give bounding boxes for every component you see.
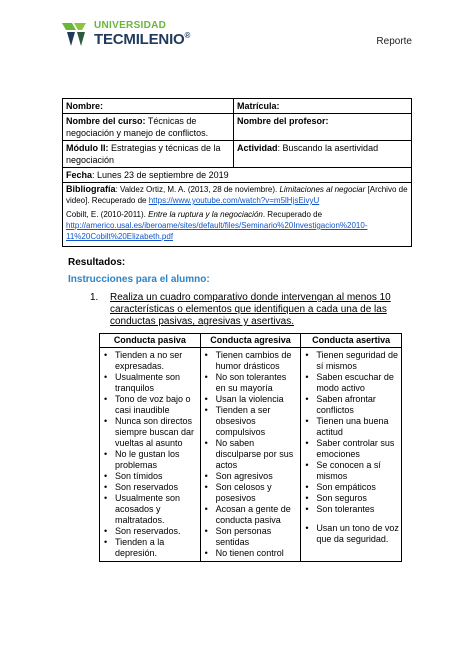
activity-value: : Buscando la asertividad: [277, 143, 379, 153]
list-item: [304, 416, 399, 438]
enrollment-label: Matrícula:: [237, 101, 280, 111]
list-item-text: No saben disculparse por sus actos: [215, 438, 294, 470]
document-type-label: Reporte: [376, 36, 412, 47]
bullet-icon: •: [305, 372, 309, 382]
list-item-text: Tienen seguridad de sí mismos: [316, 350, 399, 371]
bibliography-cell: [63, 183, 412, 247]
list-item-text: Saben afrontar conflictos: [316, 394, 376, 415]
list-item-text: Se conocen a sí mismos: [316, 460, 381, 481]
bullet-icon: •: [104, 394, 108, 404]
bullet-icon: •: [204, 350, 208, 360]
list-item-text: Son reservados.: [115, 526, 181, 536]
bullet-icon: •: [104, 471, 108, 481]
list-item-text: Son reservados: [115, 482, 179, 492]
list-item: [204, 372, 299, 394]
list-item-text: Usan un tono de voz que da seguridad.: [316, 523, 399, 544]
tecmilenio-logo-mark-icon: [62, 20, 90, 48]
professor-cell: [234, 114, 412, 141]
bullet-icon: •: [204, 438, 208, 448]
bullet-icon: •: [104, 537, 108, 547]
bibliography-title-2: Entre la ruptura y la negociación: [148, 210, 263, 219]
bullet-icon: •: [204, 526, 208, 536]
list-item-text: No tienen control: [215, 548, 284, 558]
bullet-icon: •: [104, 482, 108, 492]
list-item: [103, 493, 198, 526]
list-item: [103, 537, 198, 559]
course-value: Técnicas de negociación y manejo de conflictos.: [66, 116, 209, 138]
behavior-comparison-table: [99, 333, 402, 562]
list-item: [204, 482, 299, 504]
list-item-text: Tono de voz bajo o casi inaudible: [115, 394, 191, 415]
bullet-icon: •: [104, 416, 108, 426]
bibliography-label: Bibliografía: [66, 184, 116, 194]
list-item: [204, 526, 299, 548]
tecmilenio-logo: [62, 16, 192, 52]
list-item: [304, 350, 399, 372]
module-label: Módulo II:: [66, 143, 109, 153]
date-label: Fecha: [66, 170, 93, 180]
list-item-text: Tienen cambios de humor drásticos: [215, 350, 292, 371]
list-item: [304, 372, 399, 394]
bullet-icon: •: [204, 548, 208, 558]
instructions-heading: Instrucciones para el alumno:: [68, 274, 210, 285]
logo-brand-text: TECMILENIO®: [94, 31, 191, 48]
list-item: [204, 394, 299, 405]
bullet-icon: •: [104, 493, 108, 503]
task-item: [90, 292, 400, 328]
enrollment-cell: [234, 99, 412, 114]
list-item: [204, 350, 299, 372]
assertive-column: [301, 348, 402, 562]
list-item: [103, 526, 198, 537]
bibliography-entry-2: Cobilt, E. (2010-2011). Entre la ruptura y la negociación. Recuperado de http://americo.usal.es/iberoame/sites/default/files/Seminario%20Investigacion%2010-11%20Cobilt%20Elizabeth.pdf: [66, 210, 368, 241]
list-item-text: No son tolerantes en su mayoría: [215, 372, 287, 393]
bullet-icon: •: [204, 394, 208, 404]
name-cell: [63, 99, 234, 114]
list-item-text: Tienen una buena actitud: [316, 416, 389, 437]
bibliography-title-1: Limitaciones al negociar: [279, 185, 366, 194]
list-item: [304, 482, 399, 493]
bullet-icon: •: [305, 460, 309, 470]
list-item: [204, 471, 299, 482]
list-item-text: Nunca son directos siempre buscan dar vueltas al asunto: [115, 416, 195, 448]
list-item-text: Son celosos y posesivos: [215, 482, 272, 503]
bullet-icon: •: [204, 504, 208, 514]
task-text: Realiza un cuadro comparativo donde intervengan al menos 10 características o elementos que identifiquen a cada una de las conductas pasivas, agresivas y asertivas.: [110, 292, 391, 327]
list-item-text: Usualmente son tranquilos: [115, 372, 181, 393]
list-item-text: Son personas sentidas: [215, 526, 272, 547]
list-item-text: Son seguros: [316, 493, 367, 503]
list-item: [103, 416, 198, 449]
list-item-text: No le gustan los problemas: [115, 449, 180, 470]
bullet-icon: •: [104, 526, 108, 536]
list-item: [304, 504, 399, 515]
bullet-icon: •: [204, 372, 208, 382]
professor-label: Nombre del profesor:: [237, 116, 329, 126]
list-item: [103, 394, 198, 416]
logo-university-text: UNIVERSIDAD: [94, 20, 167, 31]
bullet-icon: •: [305, 350, 309, 360]
bullet-icon: •: [305, 394, 309, 404]
list-item-text: Usan la violencia: [215, 394, 284, 404]
bullet-icon: •: [104, 449, 108, 459]
list-item: [304, 438, 399, 460]
list-item-text: Usualmente son acosados y maltratados.: [115, 493, 181, 525]
list-item: [103, 350, 198, 372]
header-passive: Conducta pasiva: [100, 334, 201, 348]
list-item: [304, 523, 399, 545]
list-item-text: Tienden a la depresión.: [115, 537, 165, 558]
bibliography-entry-1: Bibliografía: Valdez Ortiz, M. A. (2013, 28 de noviembre). Limitaciones al negociar [Archivo de video]. Recuperado de https://www.youtube.com/watch?v=m5lHjsEivyU: [66, 184, 408, 205]
bullet-icon: •: [204, 482, 208, 492]
bullet-icon: •: [204, 405, 208, 415]
student-info-table: [62, 98, 412, 247]
activity-label: Actividad: [237, 143, 278, 153]
aggressive-column: [200, 348, 301, 562]
bullet-icon: •: [305, 523, 309, 533]
bullet-icon: •: [305, 482, 309, 492]
bullet-icon: •: [305, 438, 309, 448]
bullet-icon: •: [305, 493, 309, 503]
passive-column: [100, 348, 201, 562]
list-item-text: Acosan a gente de conducta pasiva: [215, 504, 291, 525]
bibliography-link-2[interactable]: http://americo.usal.es/iberoame/sites/default/files/Seminario%20Investigacion%2010-11%20Cobilt%20Elizabeth.pdf: [66, 221, 368, 241]
list-item-text: Saben escuchar de modo activo: [316, 372, 394, 393]
course-label: Nombre del curso:: [66, 116, 146, 126]
list-item: [204, 548, 299, 559]
module-value: Estrategias y técnicas de la negociación: [66, 143, 221, 165]
bullet-icon: •: [204, 471, 208, 481]
bibliography-link-1[interactable]: https://www.youtube.com/watch?v=m5lHjsEivyU: [148, 196, 320, 205]
bullet-icon: •: [104, 372, 108, 382]
list-item-text: Son tolerantes: [316, 504, 375, 514]
bullet-icon: •: [104, 350, 108, 360]
module-cell: [63, 141, 234, 168]
list-item-text: Tienden a ser obsesivos compulsivos: [215, 405, 271, 437]
bullet-icon: •: [305, 504, 309, 514]
list-item: [204, 405, 299, 438]
date-value: : Lunes 23 de septiembre de 2019: [92, 170, 229, 180]
passive-list: [103, 350, 198, 559]
list-item-text: Tienden a no ser expresadas.: [115, 350, 183, 371]
list-item: [103, 372, 198, 394]
list-item: [103, 471, 198, 482]
header-aggressive: Conducta agresiva: [200, 334, 301, 348]
assertive-list: [304, 350, 399, 545]
results-heading: Resultados:: [68, 257, 126, 268]
list-item: [204, 504, 299, 526]
list-item-text: Son agresivos: [215, 471, 273, 481]
name-label: Nombre:: [66, 101, 104, 111]
bullet-icon: •: [305, 416, 309, 426]
list-item: [204, 438, 299, 471]
list-item-text: Son empáticos: [316, 482, 376, 492]
list-item: [304, 493, 399, 504]
list-item: [103, 449, 198, 471]
aggressive-list: [204, 350, 299, 559]
list-item-text: Saber controlar sus emociones: [316, 438, 395, 459]
activity-cell: [234, 141, 412, 168]
list-item-text: Son tímidos: [115, 471, 163, 481]
header-assertive: Conducta asertiva: [301, 334, 402, 348]
list-item: [103, 482, 198, 493]
date-cell: [63, 168, 412, 183]
list-item: [304, 394, 399, 416]
list-item: [304, 460, 399, 482]
course-cell: [63, 114, 234, 141]
task-number: 1.: [90, 292, 99, 303]
